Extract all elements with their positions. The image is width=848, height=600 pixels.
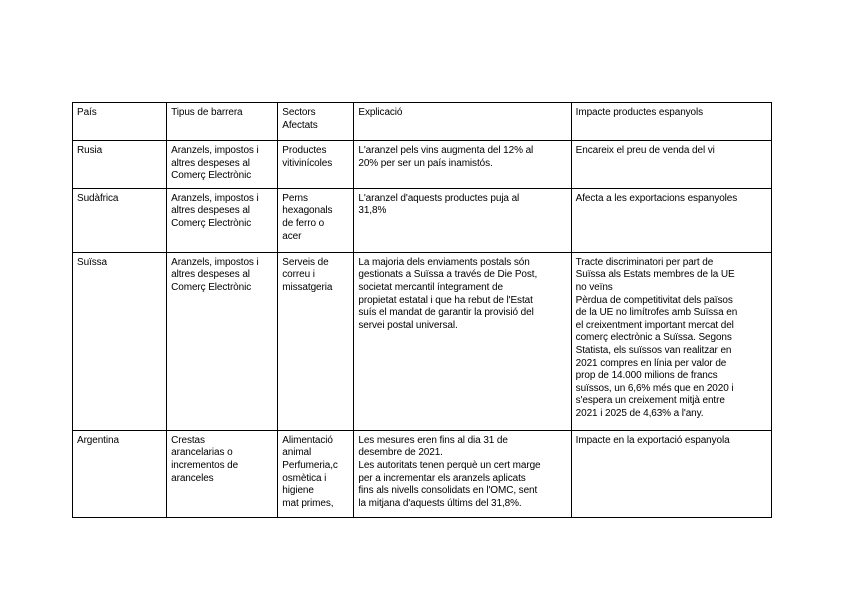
- cell-sectors: Perns hexagonals de ferro o acer: [278, 188, 354, 252]
- table-row: [73, 188, 772, 252]
- header-country: País: [73, 103, 167, 141]
- header-explanation: Explicació: [354, 103, 571, 141]
- cell-country: Sudàfrica: [73, 188, 167, 252]
- cell-country: Argentina: [73, 430, 167, 517]
- cell-barrier-type: Aranzels, impostos i altres despeses al Comerç Electrònic: [167, 252, 278, 430]
- header-row: [73, 103, 772, 141]
- cell-country: Rusia: [73, 141, 167, 189]
- cell-country: Suïssa: [73, 252, 167, 430]
- cell-explanation: Les mesures eren fins al dia 31 de desembre de 2021. Les autoritats tenen perquè un cert marge per a incrementar els aranzels aplicats fins als nivells consolidats en l'OMC, sent la mitjana d'aquests últims del 31,8%.: [354, 430, 571, 517]
- cell-sectors: Alimentació animal Perfumeria,c osmètica i higiene mat primes,: [278, 430, 354, 517]
- cell-barrier-type: Aranzels, impostos i altres despeses al Comerç Electrònic: [167, 188, 278, 252]
- table-row: [73, 252, 772, 430]
- header-impact: Impacte productes espanyols: [571, 103, 771, 141]
- cell-sectors: Serveis de correu i missatgeria: [278, 252, 354, 430]
- table-row: [73, 430, 772, 517]
- cell-explanation: La majoria dels enviaments postals són gestionats a Suïssa a través de Die Post, societat mercantil íntegrament de propietat estatal i que ha rebut de l'Estat suís el mandat de garantir la provisió del servei postal universal.: [354, 252, 571, 430]
- table-row: [73, 141, 772, 189]
- header-sectors: Sectors Afectats: [278, 103, 354, 141]
- cell-explanation: L'aranzel pels vins augmenta del 12% al 20% per ser un país inamistós.: [354, 141, 571, 189]
- cell-impact: Tracte discriminatori per part de Suïssa als Estats membres de la UE no veïns Pèrdua de competitivitat dels països de la UE no limítrofes amb Suïssa en el creixentment important mercat del comerç electrònic a Suïssa. Segons Statista, els suïssos van realitzar en 2021 compres en línia per valor de prop de 14.000 milions de francs suïssos, un 6,6% més que en 2020 i s'espera un creixement mitjà entre 2021 i 2025 de 4,63% a l'any.: [571, 252, 771, 430]
- trade-barriers-table: [72, 102, 772, 518]
- cell-impact: Impacte en la exportació espanyola: [571, 430, 771, 517]
- header-barrier-type: Tipus de barrera: [167, 103, 278, 141]
- cell-sectors: Productes vitivinícoles: [278, 141, 354, 189]
- cell-explanation: L'aranzel d'aquests productes puja al 31,8%: [354, 188, 571, 252]
- cell-impact: Afecta a les exportacions espanyoles: [571, 188, 771, 252]
- cell-barrier-type: Aranzels, impostos i altres despeses al Comerç Electrònic: [167, 141, 278, 189]
- cell-impact: Encareix el preu de venda del vi: [571, 141, 771, 189]
- cell-barrier-type: Crestas arancelarias o incrementos de aranceles: [167, 430, 278, 517]
